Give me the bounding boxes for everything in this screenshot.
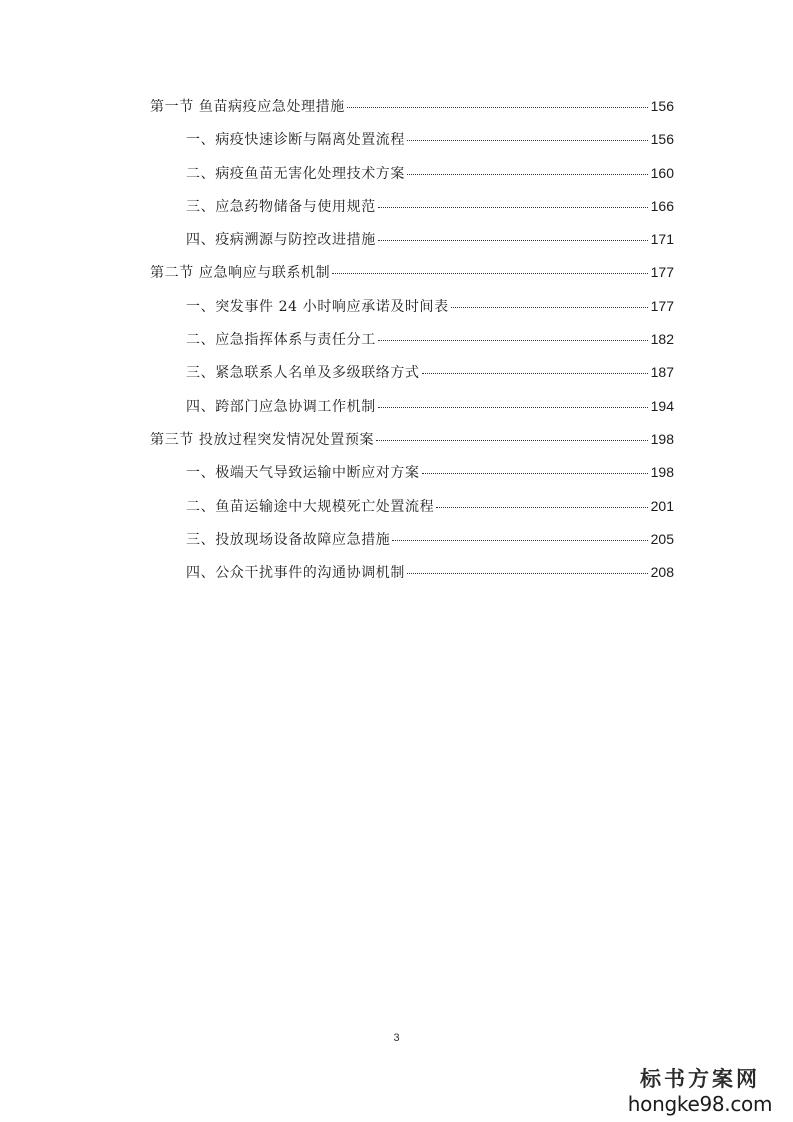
- toc-leader-dots: [332, 273, 647, 274]
- toc-entry-page: 156: [650, 131, 674, 148]
- table-of-contents: [150, 94, 674, 593]
- toc-leader-dots: [436, 507, 647, 508]
- toc-leader-dots: [407, 573, 648, 574]
- toc-leader-dots: [422, 473, 648, 474]
- toc-entry[interactable]: [150, 527, 674, 560]
- toc-entry-title: 三、投放现场设备故障应急措施: [186, 531, 391, 548]
- toc-entry-title: 四、疫病溯源与防控改进措施: [186, 232, 376, 249]
- toc-entry-page: 208: [650, 564, 674, 581]
- toc-entry-title: 一、极端天气导致运输中断应对方案: [186, 465, 420, 482]
- toc-entry-page: 156: [650, 98, 674, 114]
- toc-entry-page: 177: [650, 264, 674, 281]
- toc-leader-dots: [378, 340, 648, 341]
- site-watermark: [625, 1066, 775, 1116]
- toc-entry-title: 三、应急药物储备与使用规范: [186, 198, 376, 215]
- toc-entry-title: 第二节 应急响应与联系机制: [150, 265, 331, 282]
- toc-entry[interactable]: [150, 560, 674, 593]
- toc-entry-page: 187: [650, 364, 674, 381]
- toc-entry-title: 二、病疫鱼苗无害化处理技术方案: [186, 165, 405, 182]
- toc-entry-page: 177: [650, 297, 674, 314]
- toc-entry-title: 一、突发事件 24 小时响应承诺及时间表: [186, 298, 449, 315]
- toc-entry-page: 201: [650, 497, 674, 514]
- toc-entry[interactable]: [150, 161, 674, 194]
- toc-entry-title: 第三节 投放过程突发情况处置预案: [150, 431, 375, 448]
- toc-leader-dots: [422, 373, 648, 374]
- toc-entry[interactable]: [150, 494, 674, 527]
- toc-entry[interactable]: [150, 427, 674, 460]
- toc-leader-dots: [378, 240, 648, 241]
- toc-leader-dots: [347, 107, 648, 108]
- toc-entry-page: 198: [650, 464, 674, 481]
- toc-entry-title: 二、鱼苗运输途中大规模死亡处置流程: [186, 498, 435, 515]
- toc-entry-page: 166: [650, 197, 674, 214]
- watermark-url: hongke98.com: [627, 1092, 773, 1116]
- toc-entry[interactable]: [150, 127, 674, 160]
- toc-leader-dots: [378, 207, 648, 208]
- toc-entry-title: 四、跨部门应急协调工作机制: [186, 398, 376, 415]
- toc-leader-dots: [376, 440, 648, 441]
- toc-entry-page: 160: [650, 164, 674, 181]
- toc-entry-title: 第一节 鱼苗病疫应急处理措施: [150, 99, 345, 115]
- toc-entry-page: 182: [650, 331, 674, 348]
- toc-leader-dots: [407, 174, 648, 175]
- toc-entry-page: 198: [650, 430, 674, 447]
- toc-leader-dots: [378, 407, 648, 408]
- toc-entry-page: 194: [650, 397, 674, 414]
- toc-entry-title: 一、病疫快速诊断与隔离处置流程: [186, 132, 405, 149]
- toc-entry-title: 四、公众干扰事件的沟通协调机制: [186, 565, 405, 582]
- toc-leader-dots: [392, 540, 647, 541]
- toc-entry[interactable]: [150, 360, 674, 393]
- toc-entry[interactable]: [150, 260, 674, 293]
- toc-entry[interactable]: [150, 327, 674, 360]
- toc-entry[interactable]: [150, 460, 674, 493]
- toc-entry-page: 171: [650, 231, 674, 248]
- toc-entry[interactable]: [150, 294, 674, 327]
- toc-entry[interactable]: [150, 227, 674, 260]
- toc-entry[interactable]: [150, 194, 674, 227]
- toc-entry-title: 二、应急指挥体系与责任分工: [186, 332, 376, 349]
- watermark-title: 标书方案网: [640, 1066, 760, 1091]
- toc-leader-dots: [407, 140, 648, 141]
- toc-leader-dots: [451, 307, 648, 308]
- toc-entry[interactable]: [150, 94, 674, 127]
- toc-entry-title: 三、紧急联系人名单及多级联络方式: [186, 365, 420, 382]
- page-number: 3: [393, 1032, 400, 1044]
- toc-entry[interactable]: [150, 394, 674, 427]
- toc-entry-page: 205: [650, 530, 674, 547]
